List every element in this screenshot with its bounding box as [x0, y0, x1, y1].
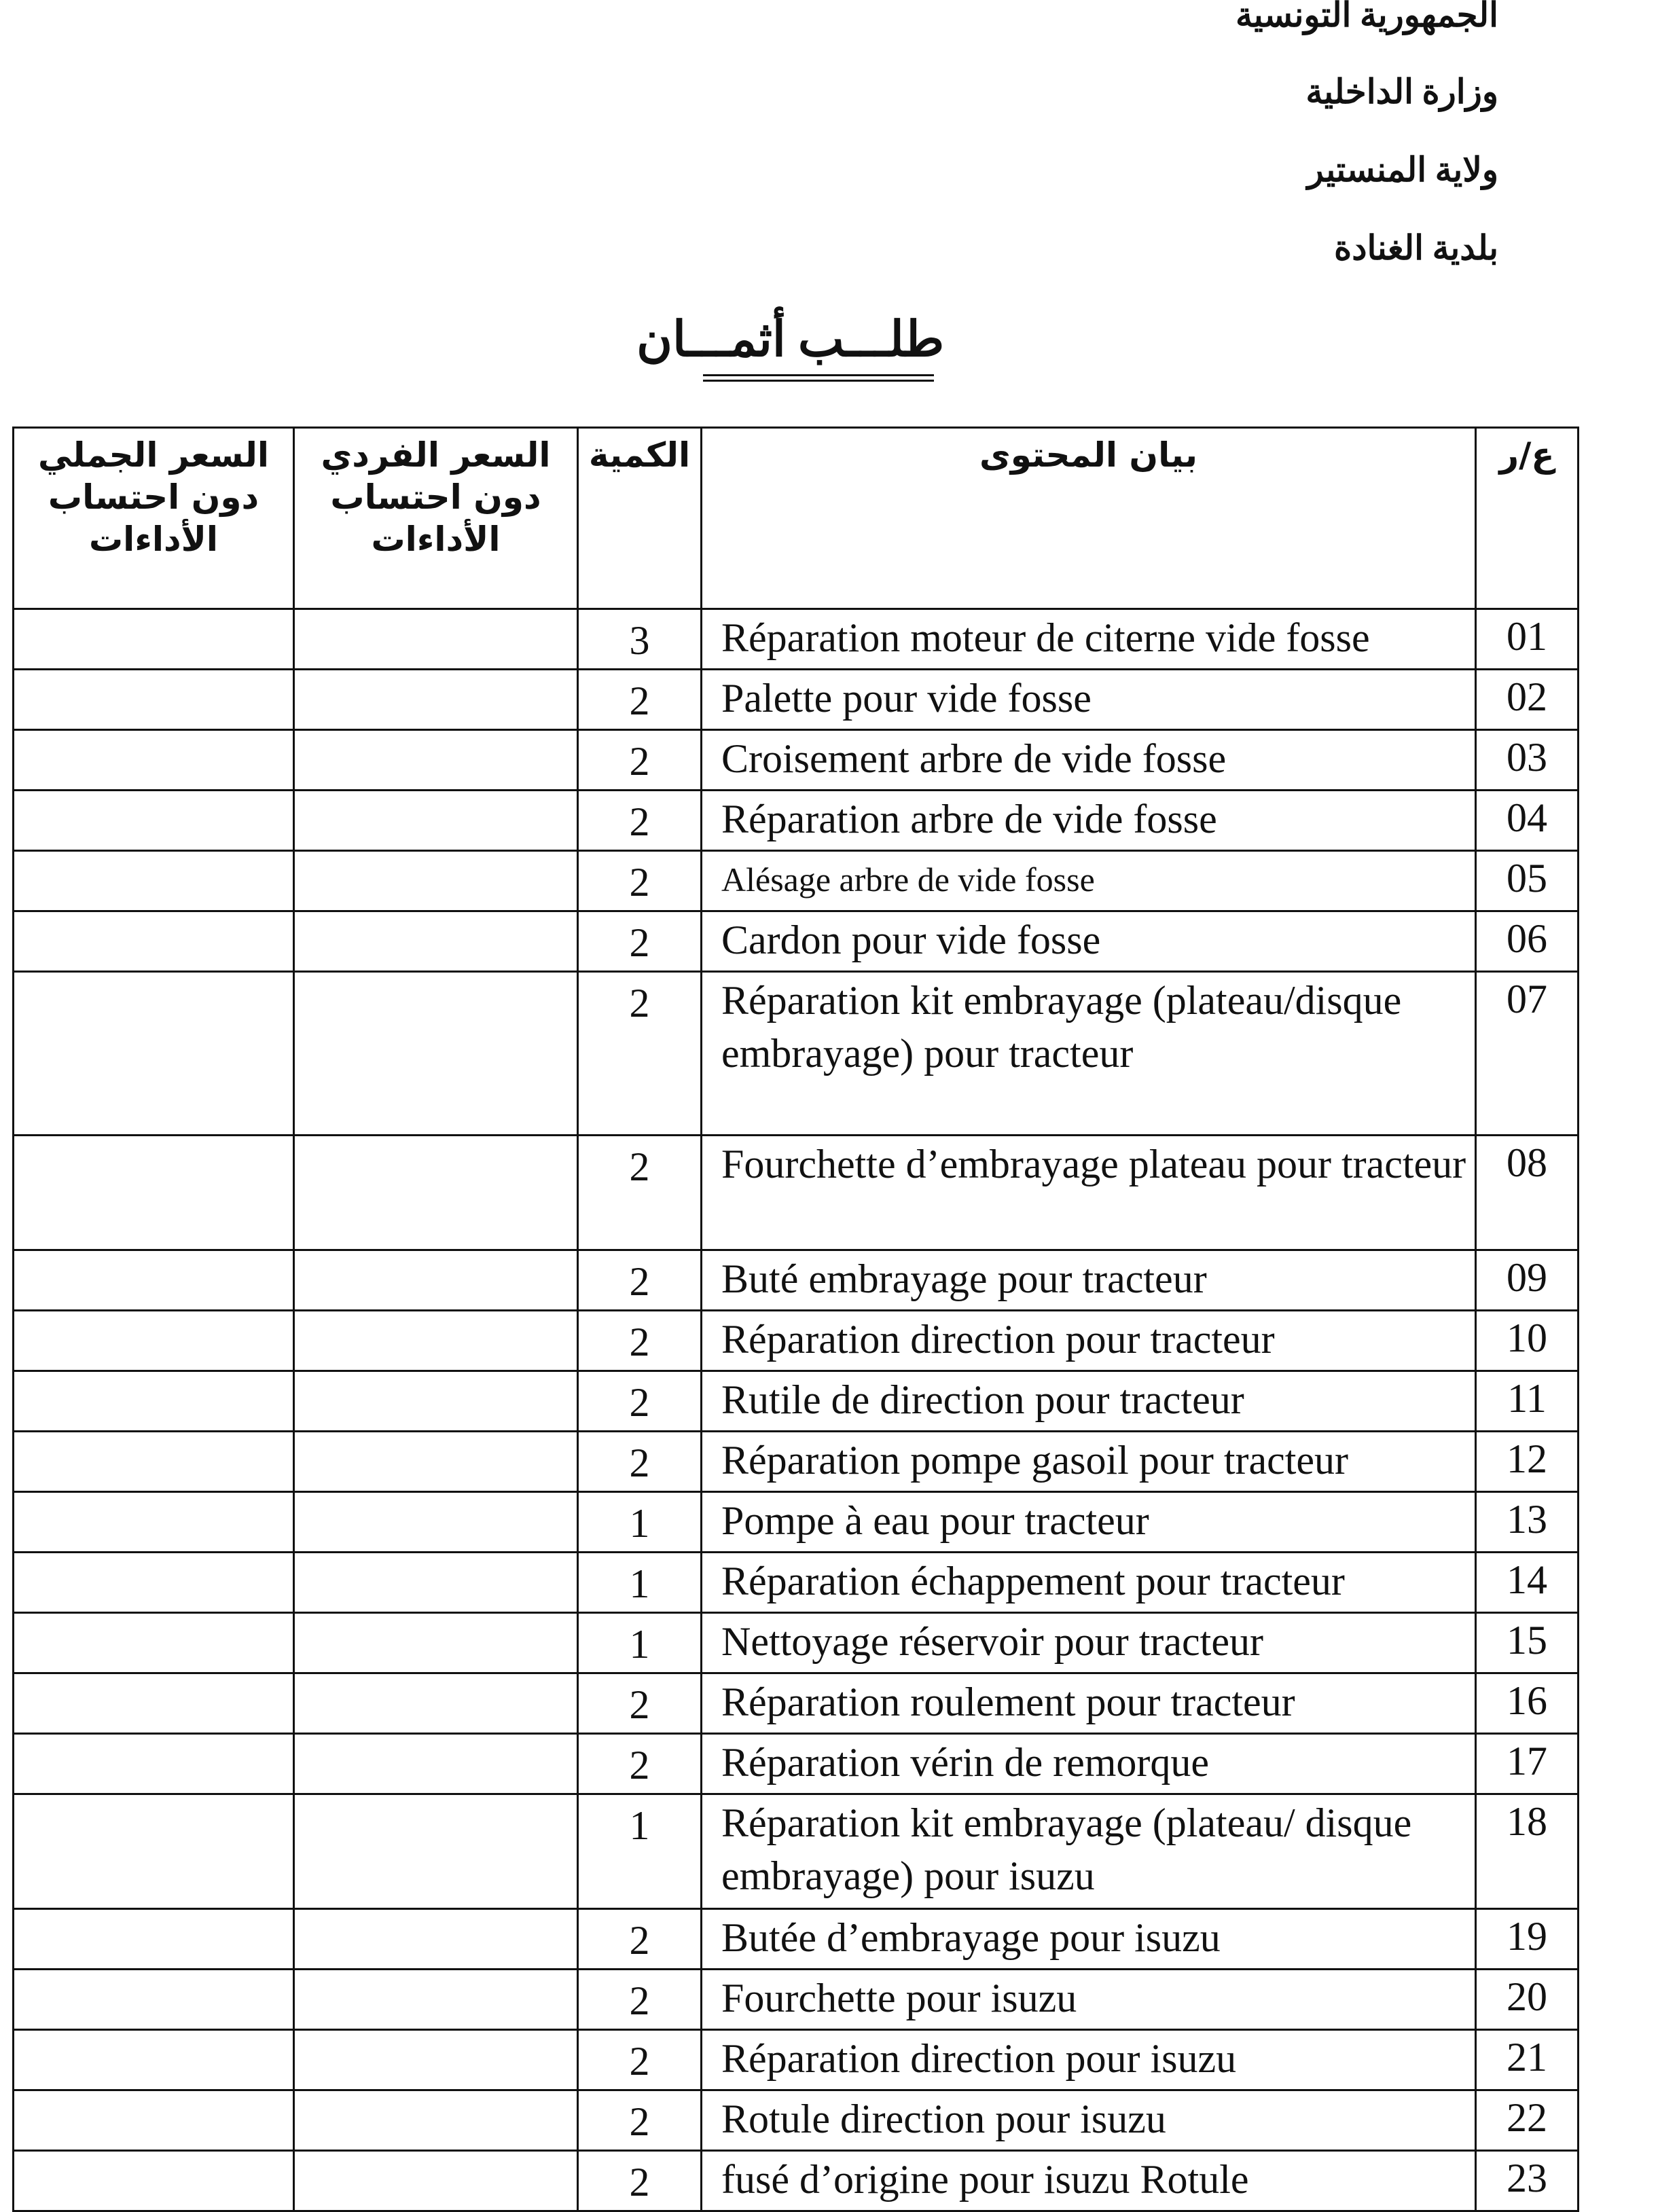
quantity-cell: 2 — [578, 1250, 702, 1311]
number-cell: 18 — [1476, 1794, 1579, 1909]
description-cell: Réparation direction pour isuzu — [702, 2030, 1476, 2090]
unit-price-cell[interactable] — [294, 1970, 578, 2030]
quantity-cell: 3 — [578, 609, 702, 670]
number-cell: 14 — [1476, 1553, 1579, 1613]
table-row — [14, 2030, 1579, 2090]
total-price-cell[interactable] — [14, 609, 294, 670]
unit-price-cell[interactable] — [294, 1794, 578, 1909]
unit-price-cell[interactable] — [294, 2151, 578, 2211]
description-cell: fusé d’origine pour isuzu Rotule — [702, 2151, 1476, 2211]
total-price-cell[interactable] — [14, 1492, 294, 1553]
total-price-cell[interactable] — [14, 1970, 294, 2030]
description-cell: Réparation direction pour tracteur — [702, 1311, 1476, 1371]
quantity-cell: 2 — [578, 2030, 702, 2090]
unit-price-cell[interactable] — [294, 1432, 578, 1492]
header-unit-price: السعر الفردي دون احتساب الأداءات — [294, 428, 578, 609]
description-cell: Réparation kit embrayage (plateau/ disque embrayage) pour isuzu — [702, 1794, 1476, 1909]
table-row — [14, 1970, 1579, 2030]
quantity-cell: 2 — [578, 1734, 702, 1794]
header-governorate: ولاية المنستير — [1307, 151, 1498, 189]
quantity-cell: 2 — [578, 972, 702, 1136]
table-row — [14, 1613, 1579, 1673]
description-cell: Nettoyage réservoir pour tracteur — [702, 1613, 1476, 1673]
table-row — [14, 2151, 1579, 2211]
table-row — [14, 972, 1579, 1136]
quantity-cell: 1 — [578, 1553, 702, 1613]
number-cell: 15 — [1476, 1613, 1579, 1673]
number-cell: 04 — [1476, 791, 1579, 851]
table-row — [14, 609, 1579, 670]
quantity-cell: 2 — [578, 1136, 702, 1250]
number-cell: 16 — [1476, 1673, 1579, 1734]
table-row — [14, 1250, 1579, 1311]
number-cell: 22 — [1476, 2090, 1579, 2151]
number-cell: 06 — [1476, 911, 1579, 972]
description-cell: Réparation roulement pour tracteur — [702, 1673, 1476, 1734]
quantity-cell: 2 — [578, 1909, 702, 1970]
unit-price-cell[interactable] — [294, 1673, 578, 1734]
total-price-cell[interactable] — [14, 1250, 294, 1311]
header-description: بيان المحتوى — [702, 428, 1476, 609]
header-quantity: الكمية — [578, 428, 702, 609]
header-republic: الجمهورية التونسية — [1235, 0, 1498, 34]
document-title-text: طلـــب أثمـــان — [636, 312, 944, 367]
quantity-cell: 2 — [578, 2151, 702, 2211]
total-price-cell[interactable] — [14, 1553, 294, 1613]
total-price-cell[interactable] — [14, 911, 294, 972]
quantity-cell: 2 — [578, 1311, 702, 1371]
number-cell: 03 — [1476, 730, 1579, 791]
description-cell: Fourchette pour isuzu — [702, 1970, 1476, 2030]
total-price-cell[interactable] — [14, 1311, 294, 1371]
total-price-cell[interactable] — [14, 972, 294, 1136]
quantity-cell: 1 — [578, 1492, 702, 1553]
header-number: ع/ر — [1476, 428, 1579, 609]
number-cell: 08 — [1476, 1136, 1579, 1250]
unit-price-cell[interactable] — [294, 1553, 578, 1613]
table-row — [14, 791, 1579, 851]
quantity-cell: 2 — [578, 791, 702, 851]
total-price-cell[interactable] — [14, 1909, 294, 1970]
unit-price-cell[interactable] — [294, 911, 578, 972]
quantity-cell: 2 — [578, 1673, 702, 1734]
total-price-cell[interactable] — [14, 1613, 294, 1673]
table-header-row — [14, 428, 1579, 609]
total-price-cell[interactable] — [14, 2090, 294, 2151]
quantity-cell: 2 — [578, 851, 702, 911]
quantity-cell: 2 — [578, 1432, 702, 1492]
number-cell: 20 — [1476, 1970, 1579, 2030]
header-ministry: وزارة الداخلية — [1305, 73, 1498, 111]
table-row — [14, 2090, 1579, 2151]
total-price-cell[interactable] — [14, 2151, 294, 2211]
total-price-cell[interactable] — [14, 1371, 294, 1432]
table-row — [14, 670, 1579, 730]
unit-price-cell[interactable] — [294, 670, 578, 730]
header-municipality: بلدية الغنادة — [1334, 229, 1498, 267]
total-price-cell[interactable] — [14, 730, 294, 791]
quantity-cell: 2 — [578, 730, 702, 791]
total-price-cell[interactable] — [14, 1673, 294, 1734]
unit-price-cell[interactable] — [294, 1311, 578, 1371]
description-cell: Réparation vérin de remorque — [702, 1734, 1476, 1794]
description-cell: Réparation pompe gasoil pour tracteur — [702, 1432, 1476, 1492]
unit-price-cell[interactable] — [294, 851, 578, 911]
unit-price-cell[interactable] — [294, 2090, 578, 2151]
description-cell: Palette pour vide fosse — [702, 670, 1476, 730]
description-cell: Butée d’embrayage pour isuzu — [702, 1909, 1476, 1970]
total-price-cell[interactable] — [14, 851, 294, 911]
description-cell: Pompe à eau pour tracteur — [702, 1492, 1476, 1553]
table-row — [14, 851, 1579, 911]
unit-price-cell[interactable] — [294, 791, 578, 851]
total-price-cell[interactable] — [14, 1136, 294, 1250]
quantity-cell: 1 — [578, 1794, 702, 1909]
table-row — [14, 1794, 1579, 1909]
total-price-cell[interactable] — [14, 1734, 294, 1794]
table-row — [14, 1553, 1579, 1613]
total-price-cell[interactable] — [14, 791, 294, 851]
price-request-table — [12, 427, 1579, 2212]
number-cell: 19 — [1476, 1909, 1579, 1970]
number-cell: 02 — [1476, 670, 1579, 730]
table-row — [14, 1909, 1579, 1970]
quantity-cell: 2 — [578, 1371, 702, 1432]
header-total-price: السعر الجملي دون احتساب الأداءات — [14, 428, 294, 609]
table-row — [14, 1136, 1579, 1250]
quantity-cell: 1 — [578, 1613, 702, 1673]
description-cell: Réparation kit embrayage (plateau/disque embrayage) pour tracteur — [702, 972, 1476, 1136]
title-underline-bottom — [703, 380, 934, 382]
description-cell: Alésage arbre de vide fosse — [702, 851, 1476, 911]
unit-price-cell[interactable] — [294, 1250, 578, 1311]
table-row — [14, 1432, 1579, 1492]
table-row — [14, 1734, 1579, 1794]
unit-price-cell[interactable] — [294, 1136, 578, 1250]
unit-price-cell[interactable] — [294, 1734, 578, 1794]
number-cell: 09 — [1476, 1250, 1579, 1311]
number-cell: 10 — [1476, 1311, 1579, 1371]
description-cell: Fourchette d’embrayage plateau pour tracteur — [702, 1136, 1476, 1250]
quantity-cell: 2 — [578, 2090, 702, 2151]
table-row — [14, 911, 1579, 972]
number-cell: 17 — [1476, 1734, 1579, 1794]
number-cell: 05 — [1476, 851, 1579, 911]
quantity-cell: 2 — [578, 911, 702, 972]
description-cell: Réparation arbre de vide fosse — [702, 791, 1476, 851]
table-body — [14, 609, 1579, 2211]
description-cell: Croisement arbre de vide fosse — [702, 730, 1476, 791]
description-cell: Réparation moteur de citerne vide fosse — [702, 609, 1476, 670]
table-row — [14, 1673, 1579, 1734]
unit-price-cell[interactable] — [294, 972, 578, 1136]
description-cell: Buté embrayage pour tracteur — [702, 1250, 1476, 1311]
total-price-cell[interactable] — [14, 2030, 294, 2090]
description-cell: Rotule direction pour isuzu — [702, 2090, 1476, 2151]
unit-price-cell[interactable] — [294, 1613, 578, 1673]
unit-price-cell[interactable] — [294, 2030, 578, 2090]
table-row — [14, 1371, 1579, 1432]
description-cell: Cardon pour vide fosse — [702, 911, 1476, 972]
number-cell: 13 — [1476, 1492, 1579, 1553]
title-underline-top — [703, 374, 934, 376]
table-row — [14, 730, 1579, 791]
number-cell: 21 — [1476, 2030, 1579, 2090]
number-cell: 11 — [1476, 1371, 1579, 1432]
document-title — [636, 309, 944, 384]
number-cell: 12 — [1476, 1432, 1579, 1492]
quantity-cell: 2 — [578, 1970, 702, 2030]
unit-price-cell[interactable] — [294, 1492, 578, 1553]
number-cell: 01 — [1476, 609, 1579, 670]
table-row — [14, 1311, 1579, 1371]
number-cell: 07 — [1476, 972, 1579, 1136]
unit-price-cell[interactable] — [294, 730, 578, 791]
unit-price-cell[interactable] — [294, 1371, 578, 1432]
number-cell: 23 — [1476, 2151, 1579, 2211]
total-price-cell[interactable] — [14, 670, 294, 730]
total-price-cell[interactable] — [14, 1432, 294, 1492]
unit-price-cell[interactable] — [294, 609, 578, 670]
unit-price-cell[interactable] — [294, 1909, 578, 1970]
table-row — [14, 1492, 1579, 1553]
description-cell: Rutile de direction pour tracteur — [702, 1371, 1476, 1432]
total-price-cell[interactable] — [14, 1794, 294, 1909]
quantity-cell: 2 — [578, 670, 702, 730]
description-cell: Réparation échappement pour tracteur — [702, 1553, 1476, 1613]
